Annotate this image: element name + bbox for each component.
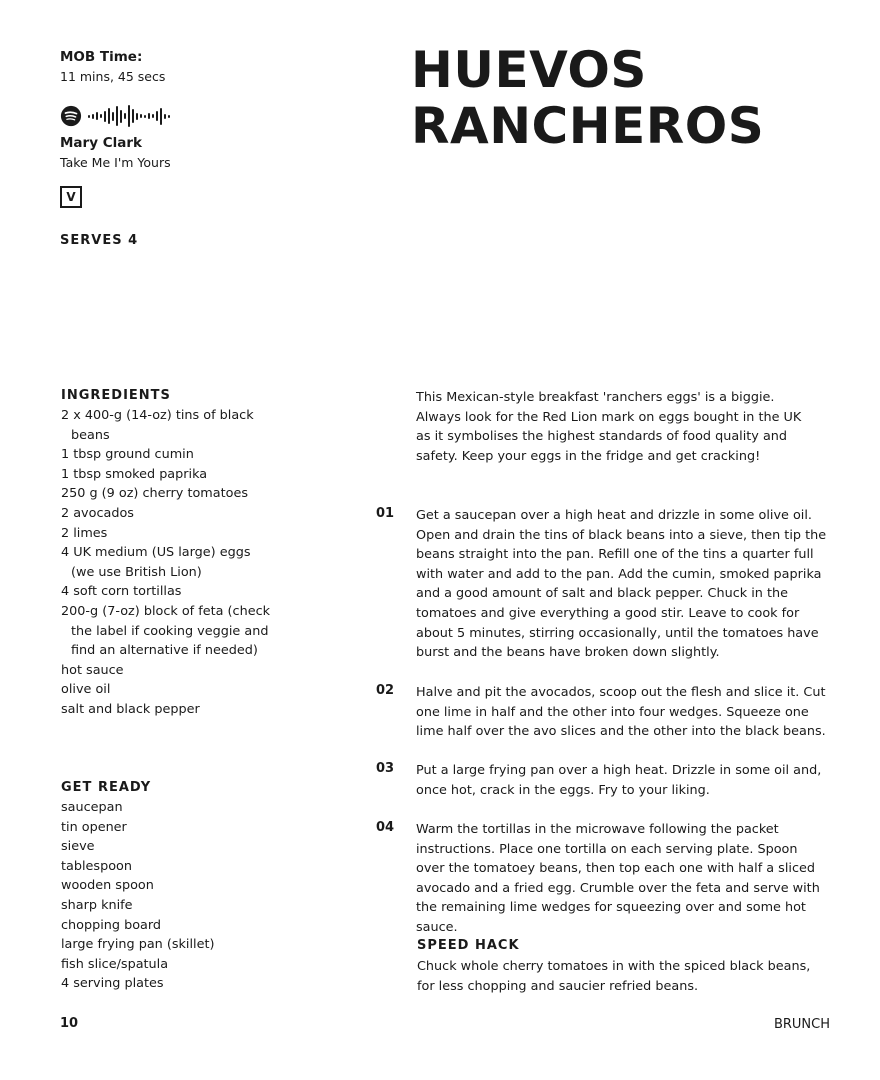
step-text: Warm the tortillas in the microwave following the packet instructions. Place one tortilla on each serving plate. Spoon over the tomatoey beans, then top each one with half a sliced avocado and a fried egg. Crumble over the feta and serve with the remaining lime wedges for squeezing over and some hot sauce. <box>416 822 820 935</box>
soundwave-bar <box>152 114 154 118</box>
soundwave-bar <box>144 115 146 118</box>
soundwave-bar <box>120 110 122 123</box>
ingredients-heading: INGREDIENTS <box>61 388 171 403</box>
soundwave-bar <box>108 108 110 124</box>
soundwave-bar <box>104 111 106 122</box>
step-text: Put a large frying pan over a high heat. Drizzle in some oil and, once hot, crack in the eggs. Fry to your liking. <box>416 763 822 798</box>
soundwave-bar <box>92 114 94 119</box>
soundwave-bar <box>168 115 170 118</box>
vegetarian-badge: V <box>60 186 82 208</box>
step-text: Get a saucepan over a high heat and drizzle in some olive oil. Open and drain the tins of black beans into a sieve, then tip the beans straight into the pan. Refill one of the tins a quarter full with water and add to the pan. Add the cumin, smoked paprika and a good amount of salt and black pepper. Chuck in the tomatoes and give everything a good stir. Leave to cook for about 5 minutes, stirring occasionally, until the tomatoes have burst and the beans have broken down slightly. <box>416 508 827 661</box>
equipment-item: 4 serving plates <box>61 976 164 992</box>
song-title: Take Me I'm Yours <box>60 155 171 170</box>
equipment-item: fish slice/spatula <box>61 956 169 972</box>
equipment-item: wooden spoon <box>61 878 154 894</box>
step-number: 03 <box>376 761 395 776</box>
soundwave-bar <box>148 113 150 119</box>
intro-paragraph: This Mexican-style breakfast 'ranchers eggs' is a biggie. Always look for the Red Lion mark on eggs bought in the UK as it symbolises the highest standards of food quality and safety. Keep your eggs in the fridge and get cracking! <box>416 390 802 464</box>
speed-hack-text: Chuck whole cherry tomatoes in with the spiced black beans, for less chopping and saucier refried beans. <box>417 959 811 994</box>
soundwave-bar <box>128 105 130 127</box>
soundwave-bar <box>116 106 118 126</box>
recipe-title-line-2: RANCHEROS <box>411 97 765 155</box>
soundwave-icon <box>88 105 172 127</box>
equipment-item: sharp knife <box>61 897 133 913</box>
equipment-item: chopping board <box>61 917 162 933</box>
soundwave-bar <box>132 109 134 123</box>
spotify-icon <box>60 105 82 127</box>
soundwave-bar <box>112 112 114 121</box>
equipment-item: saucepan <box>61 800 123 815</box>
ingredient-item: hot sauce <box>61 662 124 678</box>
step-number: 01 <box>376 506 395 521</box>
spotify-code[interactable] <box>60 105 172 127</box>
step-number: 02 <box>376 683 395 698</box>
serves-label: SERVES 4 <box>60 233 139 248</box>
ingredient-item: salt and black pepper <box>61 701 200 717</box>
ingredient-item: 1 tbsp ground cumin <box>61 447 194 463</box>
equipment-list <box>61 798 281 994</box>
soundwave-bar <box>100 114 102 118</box>
soundwave-bar <box>124 113 126 119</box>
soundwave-bar <box>156 111 158 121</box>
ingredient-item: 2 x 400-g (14-oz) tins of black beans <box>61 408 254 443</box>
page-number: 10 <box>60 1016 79 1031</box>
soundwave-bar <box>140 114 142 118</box>
recipe-title <box>411 42 764 154</box>
section-name: BRUNCH <box>773 1017 830 1032</box>
soundwave-bar <box>164 114 166 119</box>
ingredient-item: 4 UK medium (US large) eggs (we use British Lion) <box>61 545 251 580</box>
equipment-item: tin opener <box>61 819 127 835</box>
equipment-item: sieve <box>61 839 95 855</box>
soundwave-bar <box>136 113 138 120</box>
ingredient-item: 4 soft corn tortillas <box>61 584 182 600</box>
ingredient-item: 250 g (9 oz) cherry tomatoes <box>61 486 248 502</box>
soundwave-bar <box>96 112 98 120</box>
step-text: Halve and pit the avocados, scoop out the flesh and slice it. Cut one lime in half and the other into four wedges. Squeeze one lime half over the avo slices and the other into the black beans. <box>416 685 826 740</box>
equipment-item: large frying pan (skillet) <box>61 937 215 953</box>
mob-time-value: 11 mins, 45 secs <box>60 69 166 84</box>
ingredient-item: olive oil <box>61 682 111 698</box>
soundwave-bar <box>160 108 162 125</box>
ingredient-item: 2 limes <box>61 525 108 541</box>
ingredient-item: 200-g (7-oz) block of feta (check the label if cooking veggie and find an alternative if needed) <box>61 603 271 659</box>
ingredient-item: 2 avocados <box>61 505 134 521</box>
get-ready-heading: GET READY <box>61 780 152 795</box>
speed-hack-heading: SPEED HACK <box>417 938 520 953</box>
soundwave-bar <box>88 115 90 118</box>
ingredients-list <box>61 406 271 720</box>
recipe-title-line-1: HUEVOS <box>411 41 647 99</box>
song-artist: Mary Clark <box>60 135 142 151</box>
step-number: 04 <box>376 820 395 835</box>
mob-time-label: MOB Time: <box>60 49 143 65</box>
ingredient-item: 1 tbsp smoked paprika <box>61 466 208 482</box>
equipment-item: tablespoon <box>61 858 132 874</box>
